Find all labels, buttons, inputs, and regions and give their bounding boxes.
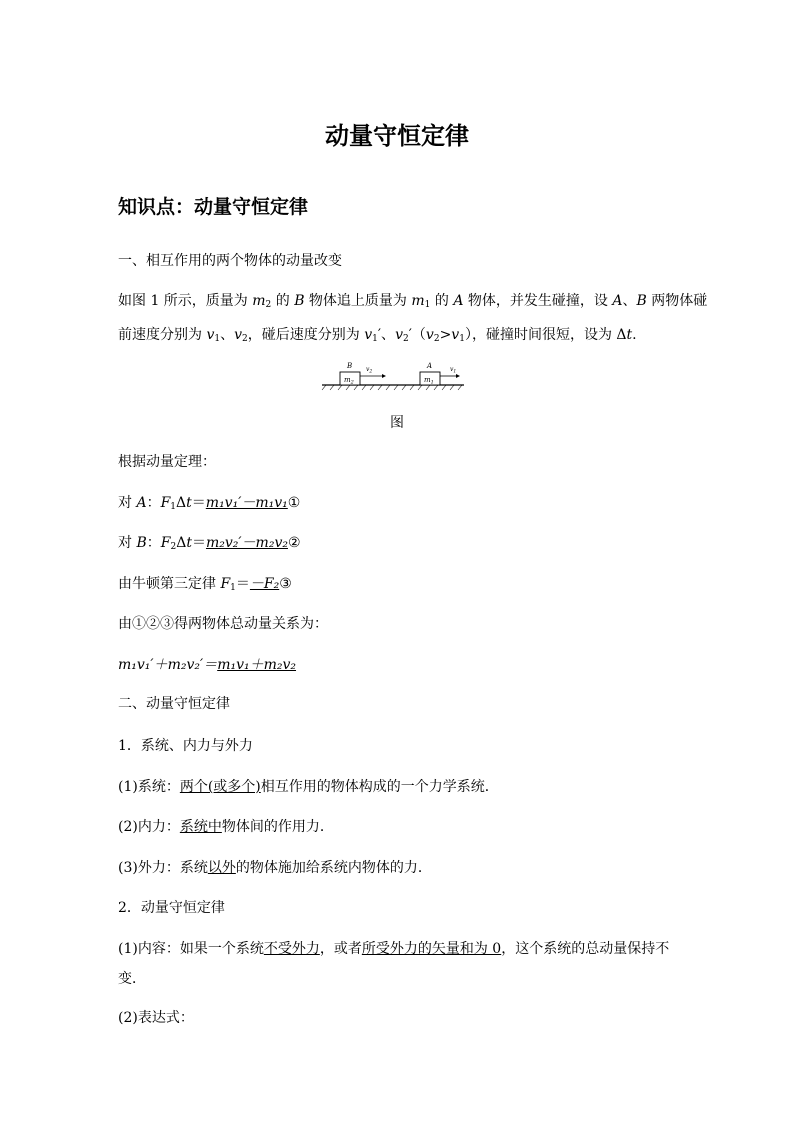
newton-third-law: 由牛顿第三定律 $F_1=-F_2③$ (118, 576, 292, 593)
law-content: (1)内容：如果一个系统不受外力，或者所受外力的矢量和为 0，这个系统的总动量保持不变． (118, 941, 670, 987)
equation-b: 对 B：$F_2\Delta t=m_2v_2'-m_2v_2②$ (118, 535, 301, 552)
section-heading: 知识点：动量守恒定律 (118, 196, 309, 218)
subsection-2: 2．动量守恒定律 (118, 900, 225, 916)
item-external-force: (3)外力：系统以外的物体施加给系统内物体的力． (118, 860, 432, 876)
velocity-b-label: $v_2$ (366, 366, 373, 375)
intro-line-1: 如图 1 所示，质量为 $m_2$ 的 B 物体追上质量为 $m_1$ 的 A 物体，并发生碰撞，设 A、B 两物体碰 (118, 293, 708, 310)
ground-hatching (322, 385, 462, 390)
intro-paragraph (118, 286, 708, 354)
theorem-intro: 根据动量定理： (118, 454, 216, 470)
subsection-1: 1．系统、内力与外力 (118, 738, 253, 754)
mass-a-label: $m_1$ (424, 376, 434, 386)
mass-b-label: $m_2$ (344, 376, 354, 386)
item-system: (1)系统：两个(或多个)相互作用的物体构成的一个力学系统． (118, 779, 499, 795)
block-a-name: A (427, 362, 433, 370)
page-title: 动量守恒定律 (325, 122, 469, 150)
intro-line-2: 前速度分别为 $v_1$、$v_2$，碰后速度分别为 $v_1'$、$v_2'(v_2>v_1)$，碰撞时间很短，设为 Δt. (118, 327, 637, 344)
part1-heading: 一、相互作用的两个物体的动量改变 (118, 253, 342, 269)
part2-heading: 二、动量守恒定律 (118, 696, 230, 712)
velocity-a-label: $v_1$ (450, 366, 457, 375)
expression-label: (2)表达式： (118, 1010, 194, 1026)
collision-diagram (320, 358, 466, 392)
block-b-name: B (347, 362, 353, 370)
figure-caption: 图 (390, 415, 404, 431)
combine-text: 由①②③得两物体总动量关系为： (118, 616, 328, 632)
velocity-a-arrowhead (456, 374, 460, 378)
equation-a: 对 A：$F_1\Delta t=m_1v_1'-m_1v_1①$ (118, 495, 301, 512)
item-internal-force: (2)内力：系统中物体间的作用力． (118, 819, 334, 835)
total-momentum-equation: m₁v₁′＋m₂v₂′＝m₁v₁＋m₂v₂ (118, 657, 297, 673)
velocity-b-arrowhead (382, 374, 386, 378)
